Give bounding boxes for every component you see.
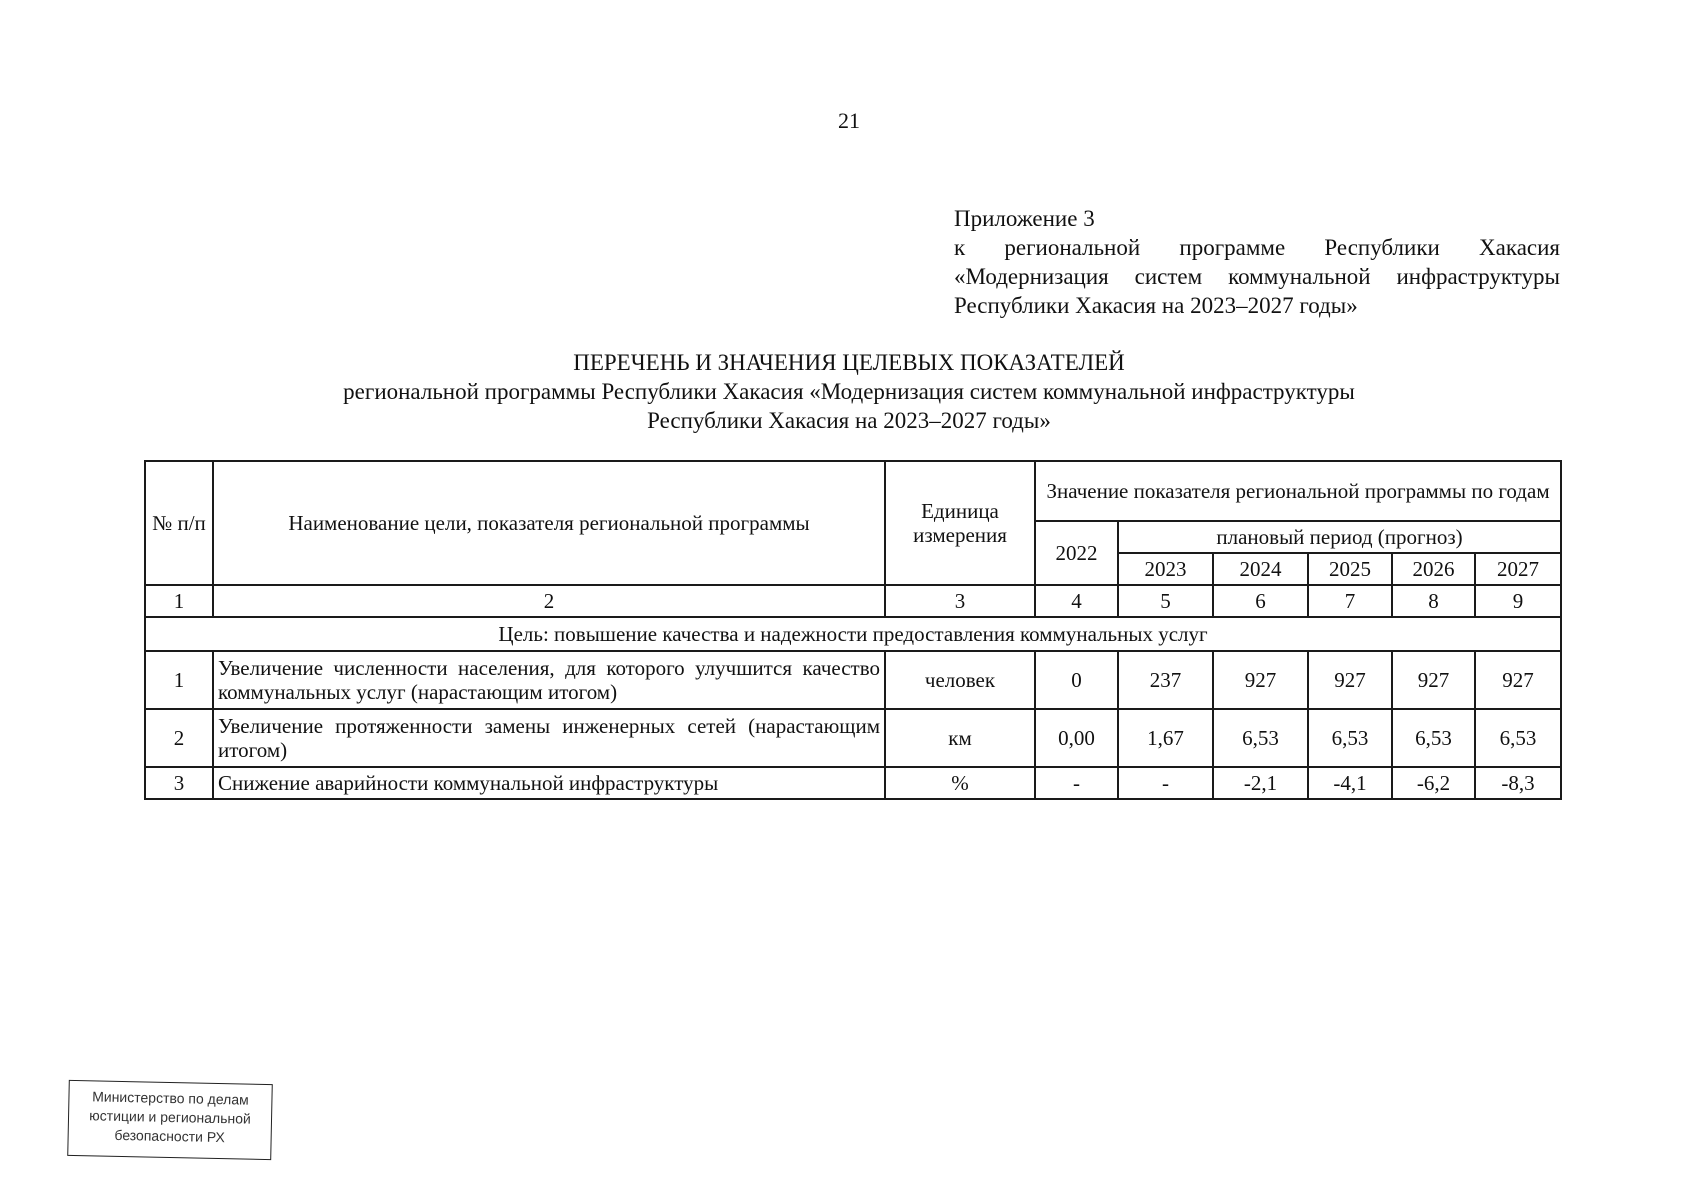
row-value: 1,67 xyxy=(1118,709,1213,767)
row-value: 6,53 xyxy=(1308,709,1392,767)
ministry-stamp xyxy=(67,1080,273,1160)
row-value: -6,2 xyxy=(1392,767,1475,799)
row-value: 927 xyxy=(1308,651,1392,709)
stamp-line-1: Министерство по делам xyxy=(92,1088,249,1108)
row-value: 0,00 xyxy=(1035,709,1118,767)
row-value: 927 xyxy=(1392,651,1475,709)
appendix-line-2: к региональной программе Республики Хакасия xyxy=(954,235,1560,260)
row-value: - xyxy=(1118,767,1213,799)
appendix-line-3: «Модернизация систем коммунальной инфраструктуры xyxy=(954,264,1560,289)
header-name: Наименование цели, показателя региональной программы xyxy=(213,461,885,585)
row-value: 6,53 xyxy=(1213,709,1308,767)
column-numbers-row xyxy=(145,585,1561,617)
row-unit: человек xyxy=(885,651,1035,709)
header-year: 2024 xyxy=(1213,553,1308,585)
row-value: - xyxy=(1035,767,1118,799)
header-base-year: 2022 xyxy=(1035,521,1118,585)
appendix-note xyxy=(954,204,1560,320)
row-value: -8,3 xyxy=(1475,767,1561,799)
header-year: 2027 xyxy=(1475,553,1561,585)
title-line-3: Республики Хакасия на 2023–2027 годы» xyxy=(647,408,1051,433)
row-unit: % xyxy=(885,767,1035,799)
header-unit: Единица измерения xyxy=(885,461,1035,585)
column-number: 6 xyxy=(1213,585,1308,617)
goal-text: Цель: повышение качества и надежности предоставления коммунальных услуг xyxy=(145,617,1561,651)
appendix-line-1: Приложение 3 xyxy=(954,206,1095,231)
row-value: 6,53 xyxy=(1475,709,1561,767)
stamp-line-2: юстиции и региональной xyxy=(89,1107,252,1127)
row-name: Увеличение протяженности замены инженерных сетей (нарастающим итогом) xyxy=(213,709,885,767)
column-number: 4 xyxy=(1035,585,1118,617)
row-value: 237 xyxy=(1118,651,1213,709)
header-values-group: Значение показателя региональной программы по годам xyxy=(1035,461,1561,521)
header-year: 2023 xyxy=(1118,553,1213,585)
header-plan-period: плановый период (прогноз) xyxy=(1118,521,1561,553)
row-value: -2,1 xyxy=(1213,767,1308,799)
column-number: 7 xyxy=(1308,585,1392,617)
column-number: 2 xyxy=(213,585,885,617)
row-name: Увеличение численности населения, для которого улучшится качество коммунальных услуг (нарастающим итогом) xyxy=(213,651,885,709)
column-number: 8 xyxy=(1392,585,1475,617)
column-number: 3 xyxy=(885,585,1035,617)
row-value: -4,1 xyxy=(1308,767,1392,799)
row-name: Снижение аварийности коммунальной инфраструктуры xyxy=(213,767,885,799)
column-number: 5 xyxy=(1118,585,1213,617)
row-value: 6,53 xyxy=(1392,709,1475,767)
appendix-line-4: Республики Хакасия на 2023–2027 годы» xyxy=(954,293,1358,318)
document-title xyxy=(0,348,1698,435)
indicators-table xyxy=(144,460,1562,800)
row-unit: км xyxy=(885,709,1035,767)
row-value: 927 xyxy=(1475,651,1561,709)
page-number: 21 xyxy=(838,108,860,133)
column-number: 9 xyxy=(1475,585,1561,617)
header-num: № п/п xyxy=(145,461,213,585)
table-row xyxy=(145,651,1561,709)
row-value: 0 xyxy=(1035,651,1118,709)
row-value: 927 xyxy=(1213,651,1308,709)
title-line-2: региональной программы Республики Хакасия «Модернизация систем коммунальной инфраструктуры xyxy=(343,379,1355,404)
row-num: 2 xyxy=(145,709,213,767)
goal-row xyxy=(145,617,1561,651)
header-year: 2025 xyxy=(1308,553,1392,585)
row-num: 1 xyxy=(145,651,213,709)
row-num: 3 xyxy=(145,767,213,799)
table-row xyxy=(145,709,1561,767)
column-number: 1 xyxy=(145,585,213,617)
stamp-line-3: безопасности РХ xyxy=(114,1126,226,1146)
title-line-1: ПЕРЕЧЕНЬ И ЗНАЧЕНИЯ ЦЕЛЕВЫХ ПОКАЗАТЕЛЕЙ xyxy=(573,350,1125,375)
table-row xyxy=(145,767,1561,799)
header-year: 2026 xyxy=(1392,553,1475,585)
